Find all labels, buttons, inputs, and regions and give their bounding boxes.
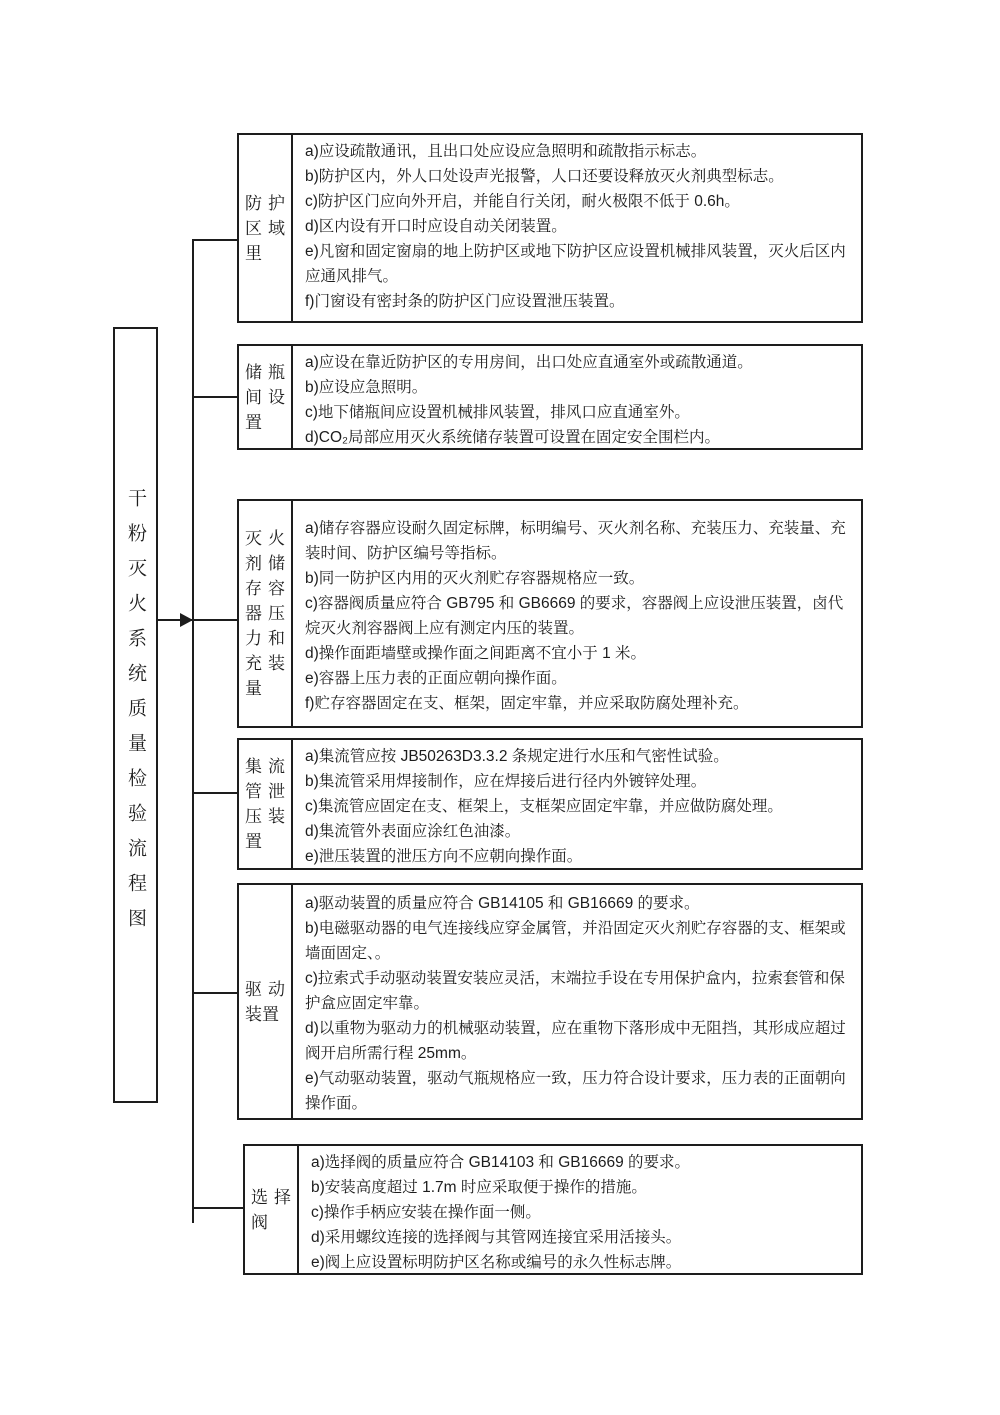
requirement-item: b)应设应急照明。	[305, 379, 428, 396]
requirement-item: d)操作面距墙壁或操作面之间距离不宜小于 1 米。	[305, 645, 647, 662]
requirement-item: d)区内设有开口时应设自动关闭装置。	[305, 218, 567, 235]
section-box-cylinder-room	[237, 344, 863, 450]
section-items	[293, 346, 861, 448]
requirement-item: d)集流管外表面应涂红色油漆。	[305, 823, 521, 840]
requirement-item: d)采用螺纹连接的选择阀与其管网连接宜采用活接头。	[311, 1229, 682, 1246]
section-items	[293, 740, 861, 868]
section-label: 灭火剂储存容器压力和充装量	[245, 529, 285, 698]
connector-branch-1	[192, 239, 237, 241]
connector-branch-3	[158, 619, 237, 621]
requirement-item: a)应设疏散通讯，且出口处应设应急照明和疏散指示标志。	[305, 143, 707, 160]
section-label: 储瓶间设置	[245, 362, 285, 432]
section-box-manifold-relief-device	[237, 738, 863, 870]
requirement-item: f)贮存容器固定在支、框架，固定牢靠，并应采取防腐处理补充。	[305, 695, 749, 712]
connector-branch-2	[192, 396, 237, 398]
requirement-item: a)储存容器应设耐久固定标牌，标明编号、灭火剂名称、充装压力、充装量、充装时间、防护区编号等指标。	[305, 520, 846, 562]
section-label: 集流管泄压装置	[245, 757, 285, 851]
requirement-item: a)驱动装置的质量应符合 GB14105 和 GB16669 的要求。	[305, 895, 700, 912]
section-label-cell	[239, 135, 293, 321]
connector-branch-5	[192, 992, 237, 994]
requirement-item: e)容器上压力表的正面应朝向操作面。	[305, 670, 567, 687]
section-box-selector-valve	[243, 1144, 863, 1275]
requirement-item: b)集流管采用焊接制作，应在焊接后进行径内外镀锌处理。	[305, 773, 707, 790]
section-items	[293, 885, 861, 1118]
arrow-right-icon	[180, 613, 193, 627]
requirement-item: c)容器阀质量应符合 GB795 和 GB6669 的要求，容器阀上应设泄压装置，卤代烷灭火剂容器阀上应有测定内压的装置。	[305, 595, 844, 637]
requirement-item: c)地下储瓶间应设置机械排风装置，排风口应直通室外。	[305, 404, 690, 421]
requirement-item: a)应设在靠近防护区的专用房间，出口处应直通室外或疏散通道。	[305, 354, 753, 371]
requirement-item: b)同一防护区内用的灭火剂贮存容器规格应一致。	[305, 570, 645, 587]
requirement-item: b)安装高度超过 1.7m 时应采取便于操作的措施。	[311, 1179, 647, 1196]
section-label: 防护区域里	[245, 193, 285, 263]
section-label-cell	[245, 1146, 299, 1273]
requirement-item: e)泄压装置的泄压方向不应朝向操作面。	[305, 848, 583, 865]
requirement-item: a)集流管应按 JB50263D3.3.2 条规定进行水压和气密性试验。	[305, 748, 729, 765]
section-items	[299, 1146, 861, 1273]
requirement-item: e)气动驱动装置，驱动气瓶规格应一致，压力符合设计要求，压力表的正面朝向操作面。	[305, 1070, 846, 1112]
requirement-item: a)选择阀的质量应符合 GB14103 和 GB16669 的要求。	[311, 1154, 691, 1171]
flow-title-box	[113, 327, 158, 1103]
section-box-protection-zone	[237, 133, 863, 323]
section-items	[293, 135, 861, 321]
requirement-item: c)集流管应固定在支、框架上，支框架应固定牢靠，并应做防腐处理。	[305, 798, 783, 815]
requirement-item: e)阀上应设置标明防护区名称或编号的永久性标志牌。	[311, 1254, 682, 1271]
requirement-item: b)防护区内，外人口处设声光报警，人口还要设释放灭火剂典型标志。	[305, 168, 784, 185]
section-label: 选择阀	[251, 1187, 291, 1232]
section-box-drive-device	[237, 883, 863, 1120]
connector-branch-6	[192, 1207, 243, 1209]
section-label-cell	[239, 885, 293, 1118]
section-label-cell	[239, 501, 293, 726]
section-label-cell	[239, 740, 293, 868]
connector-trunk	[192, 239, 194, 1223]
requirement-item: c)防护区门应向外开启，并能自行关闭，耐火极限不低于 0.6h。	[305, 193, 740, 210]
requirement-item: e)凡窗和固定窗扇的地上防护区或地下防护区应设置机械排风装置，灭火后区内应通风排气。	[305, 243, 846, 285]
section-items	[293, 501, 861, 726]
connector-branch-4	[192, 792, 237, 794]
requirement-item: c)操作手柄应安装在操作面一侧。	[311, 1204, 541, 1221]
requirement-item: f)门窗设有密封条的防护区门应设置泄压装置。	[305, 293, 625, 310]
requirement-item: d)以重物为驱动力的机械驱动装置，应在重物下落形成中无阻挡，其形成应超过阀开启所需行程 25mm。	[305, 1020, 846, 1062]
requirement-item: d)CO₂局部应用灭火系统储存装置可设置在固定安全围栏内。	[305, 429, 721, 446]
section-label-cell	[239, 346, 293, 448]
section-label: 驱动装置	[245, 979, 285, 1024]
requirement-item: b)电磁驱动器的电气连接线应穿金属管，并沿固定灭火剂贮存容器的支、框架或墙面固定、。	[305, 920, 846, 962]
requirement-item: c)拉索式手动驱动装置安装应灵活，末端拉手设在专用保护盒内，拉索套管和保护盒应固定牢靠。	[305, 970, 845, 1012]
section-box-agent-storage-container	[237, 499, 863, 728]
flow-title: 干粉灭火系统质量检验流程图	[125, 487, 146, 943]
